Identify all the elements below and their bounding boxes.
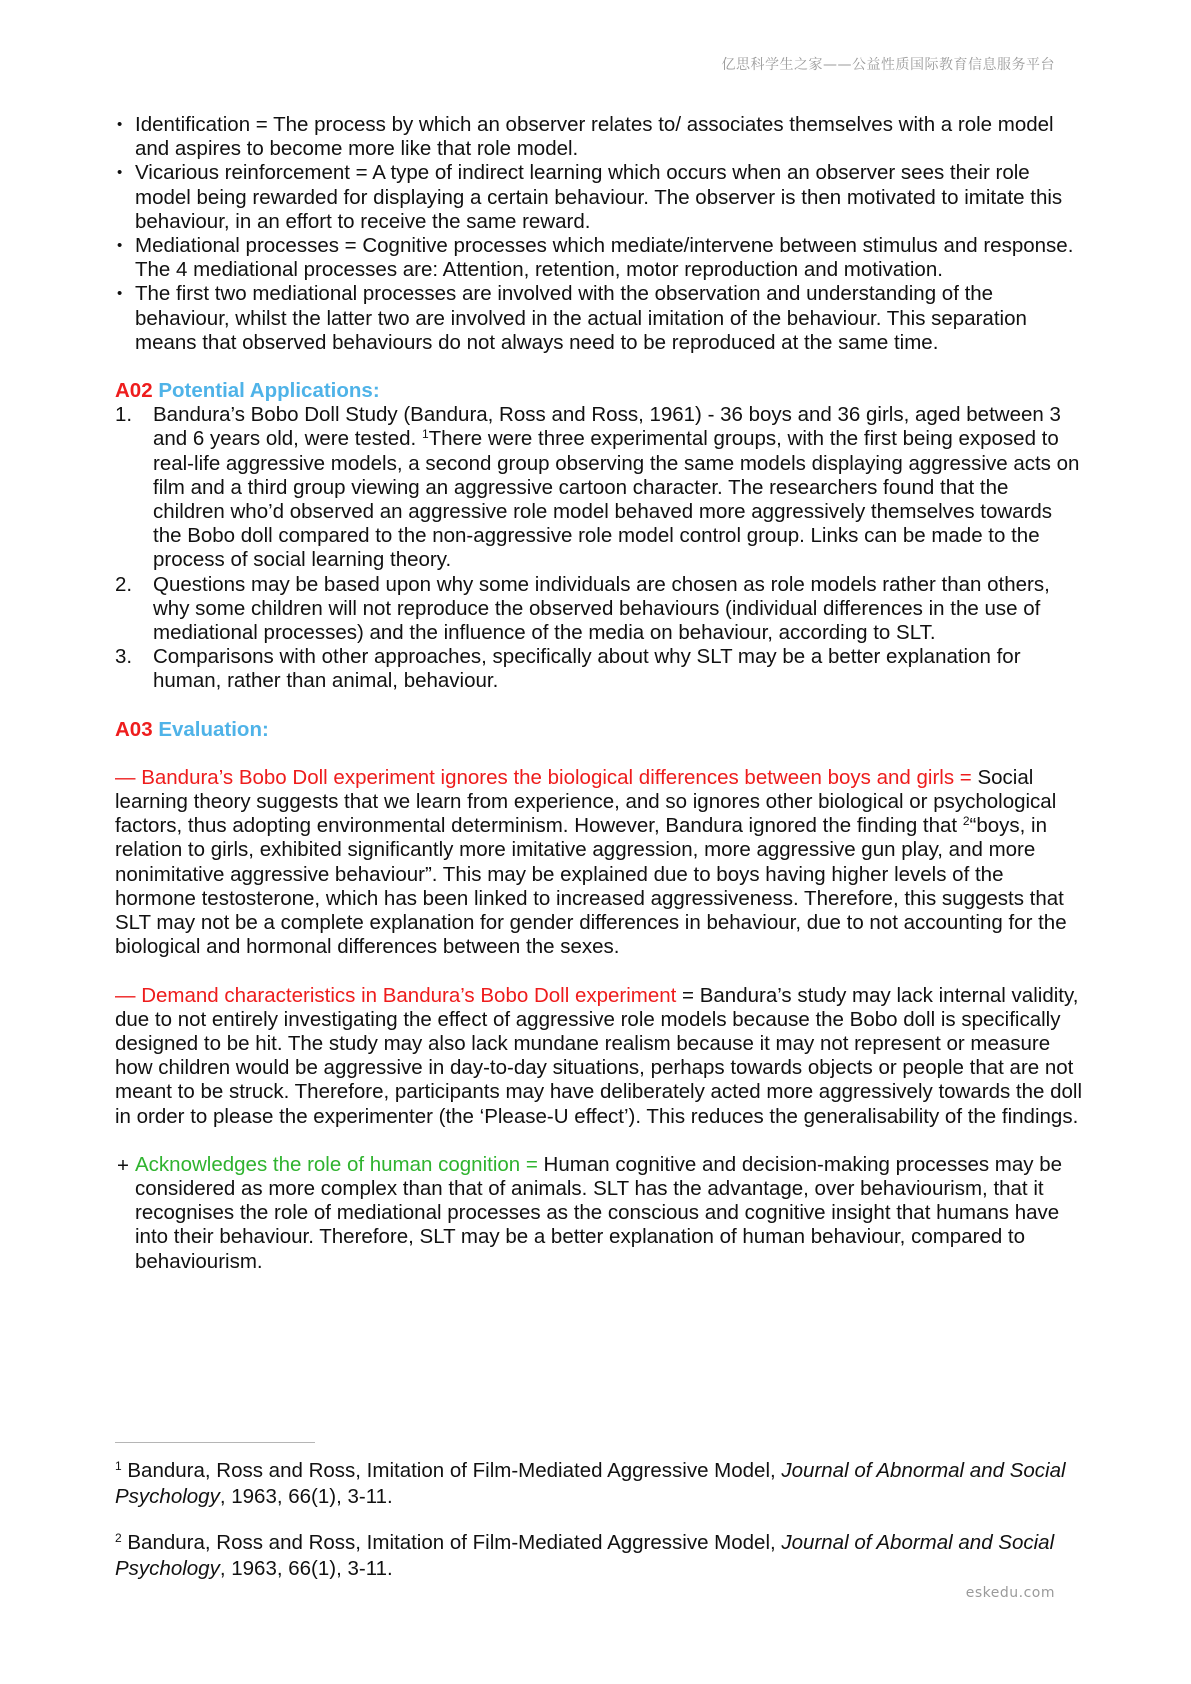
item-number: 2. (115, 572, 133, 596)
footnotes (115, 1458, 1083, 1582)
section-code: A03 (115, 717, 153, 741)
footnote-text: Bandura, Ross and Ross, Imitation of Film-Mediated Aggressive Model, (121, 1459, 782, 1482)
item-number: 3. (115, 645, 133, 669)
footnote (115, 1458, 1083, 1510)
page-header: 亿思科学生之家——公益性质国际教育信息服务平台 (721, 57, 1055, 73)
footnote-divider (115, 1442, 315, 1443)
list-item: • Vicarious reinforcement = A type of indirect learning which occurs when an observer sees their role model being rewarded for displaying a certain behaviour. The observer is then motivated to imitate this behaviour, in an effort to receive the same reward. (115, 161, 1083, 234)
footnote-text-cont: , 1963, 66(1), 3-11. (219, 1485, 393, 1508)
list-item: • Identification = The process by which an observer relates to/ associates themselves with a role model and aspires to become more like that role model. (115, 113, 1083, 161)
evaluation-point-negative (115, 766, 1083, 960)
plus-marker: + (117, 1153, 129, 1177)
list-item: • Mediational processes = Cognitive processes which mediate/intervene between stimulus and response. The 4 mediational processes are: Attention, retention, motor reproduction and motivation. (115, 234, 1083, 282)
site-watermark: eskedu.com (965, 1585, 1055, 1601)
item-text: Bandura’s Bobo Doll Study (Bandura, Ross and Ross, 1961) - 36 boys and 36 girls, aged between 3 and 6 years old, were tested. (153, 403, 1061, 451)
list-item: • The first two mediational processes are involved with the observation and understanding of the behaviour, whilst the latter two are involved in the actual imitation of the behaviour. This separation means that observed behaviours do not always need to be reproduced at the same time. (115, 282, 1083, 355)
point-text: Social learning theory suggests that we learn from experience, and so ignores other biological or psychological factors, thus adopting environmental determinism. However, Bandura ignored the finding that (115, 765, 1057, 838)
journal-title: Journal of Abormal and Social Psychology (115, 1531, 1055, 1580)
evaluation-heading (115, 718, 1083, 742)
evaluation-point-negative (115, 984, 1083, 1129)
point-text: = Bandura’s study may lack internal validity, due to not entirely investigating the effect of aggressive role models because the Bobo doll is specifically designed to be hit. The study may also lack mundane realism because it may not represent or measure how children would be aggressive in day-to-day situations, perhaps towards objects or people that are not meant to be struck. Therefore, participants may have deliberately acted more aggressively towards the doll in order to please the experimenter (the ‘Please-U effect’). This reduces the generalisability of the findings. (115, 983, 1083, 1128)
point-lead: Acknowledges the role of human cognition = (135, 1152, 538, 1176)
footnote-text-cont: , 1963, 66(1), 3-11. (219, 1557, 393, 1580)
footnote-ref: 2 (962, 814, 970, 829)
section-title: Potential Applications: (158, 379, 380, 403)
applications-heading (115, 379, 1083, 403)
point-text-cont: “boys, in relation to girls, exhibited significantly more imitative aggression, more aggressive gun play, and more nonimitative aggressive behaviour”. This may be explained due to boys having higher levels of the hormone testosterone, which has been linked to increased aggressiveness. Therefore, this suggests that SLT may not be a complete explanation for gender differences in behaviour, due to not accounting for the biological and hormonal differences between the sexes. (115, 814, 1067, 959)
section-code: A02 (115, 379, 153, 403)
item-text: Comparisons with other approaches, specifically about why SLT may be a better explanation for human, rather than animal, behaviour. (153, 645, 1021, 693)
footnote-text: Bandura, Ross and Ross, Imitation of Film-Mediated Aggressive Model, (121, 1531, 782, 1554)
section-title: Evaluation: (158, 717, 269, 741)
applications-list (115, 403, 1083, 693)
footnote-ref: 1 (421, 427, 429, 442)
footnote (115, 1530, 1083, 1582)
point-lead: — Demand characteristics in Bandura’s Bobo Doll experiment (115, 983, 677, 1007)
list-item (115, 645, 1083, 693)
list-item (115, 403, 1083, 572)
item-number: 1. (115, 403, 133, 427)
list-item (115, 573, 1083, 646)
document-body (115, 113, 1083, 1274)
evaluation-point-positive (115, 1153, 1083, 1274)
footnote-number: 2 (115, 1531, 122, 1545)
definition-list (115, 113, 1083, 355)
point-lead: — Bandura’s Bobo Doll experiment ignores the biological differences between boys and girls = (115, 765, 972, 789)
item-text-cont: There were three experimental groups, with the first being exposed to real-life aggressive models, a second group observing the same models displaying aggressive acts on film and a third group viewing an aggressive cartoon character. The researchers found that the children who’d observed an aggressive role model behaved more aggressively themselves towards the Bobo doll compared to the non-aggressive role model control group. Links can be made to the process of social learning theory. (153, 427, 1080, 572)
journal-title: Journal of Abnormal and Social Psychology (115, 1459, 1066, 1508)
footnote-number: 1 (115, 1459, 122, 1473)
item-text: Questions may be based upon why some individuals are chosen as role models rather than others, why some children will not reproduce the observed behaviours (individual differences in the use of mediational processes) and the influence of the media on behaviour, according to SLT. (153, 572, 1050, 645)
point-text: Human cognitive and decision-making processes may be considered as more complex than that of animals. SLT has the advantage, over behaviourism, that it recognises the role of mediational processes as the conscious and cognitive insight that humans have into their behaviour. Therefore, SLT may be a better explanation of human behaviour, compared to behaviourism. (135, 1152, 1063, 1273)
